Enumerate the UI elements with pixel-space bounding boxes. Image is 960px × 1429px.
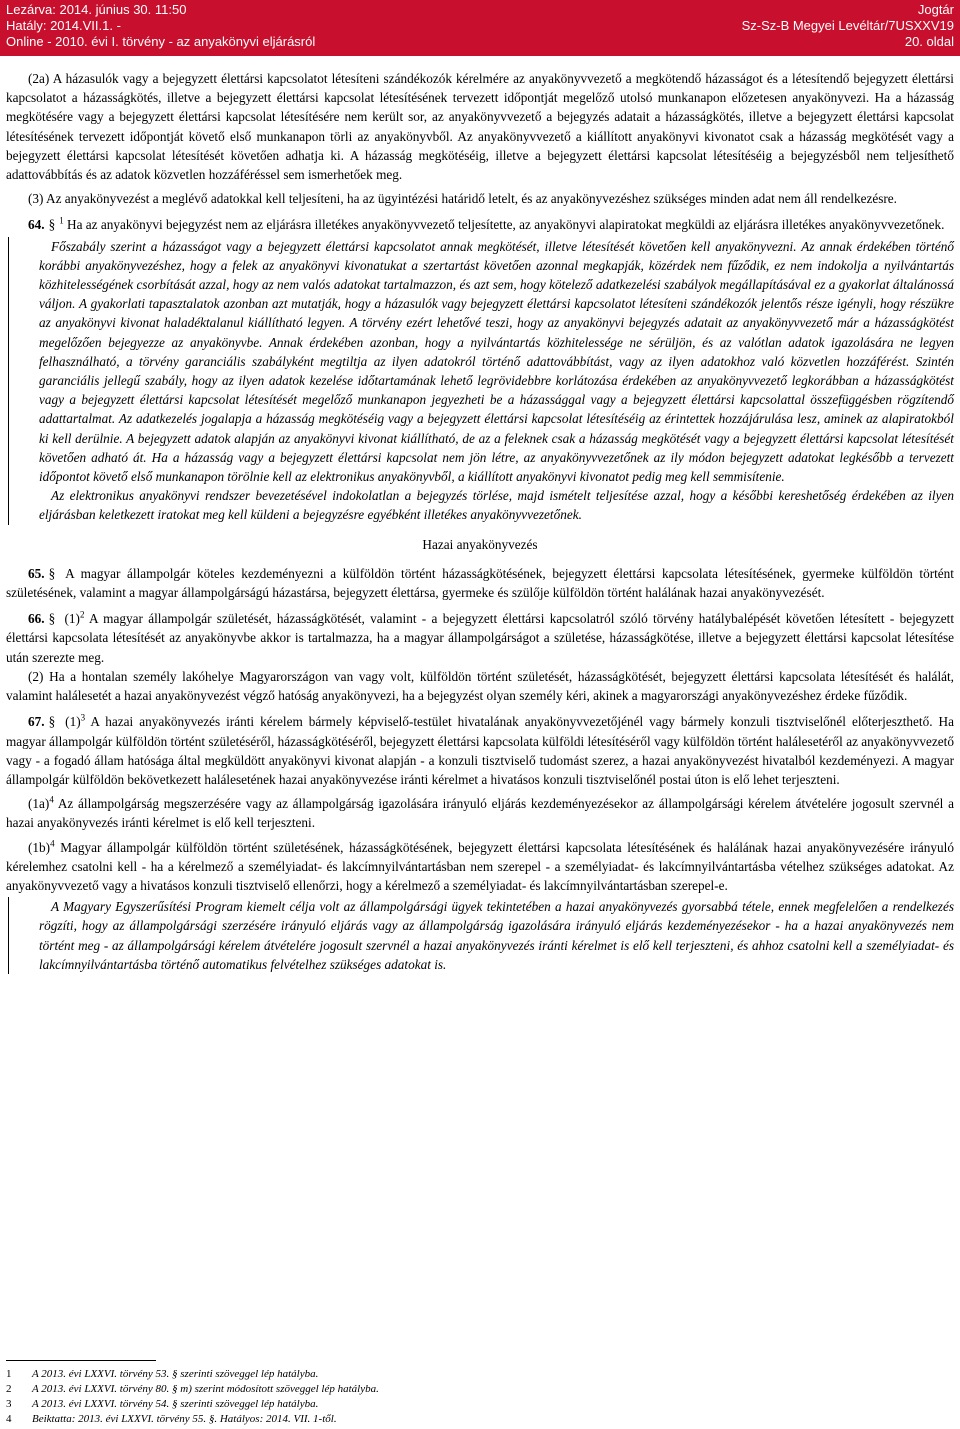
section-text: A magyar állampolgár köteles kezdeményezni a külföldön történt házasságkötésének, bejegyzett élettársi kapcsolata létesítésének, gyermeke külföldön történt születésének, valamint a magyar állampolgárságú házastársa, bejegyzett élettársa, gyermeke és szülője külföldön történt halálának hazai anyakönyvezését. (6, 565, 954, 601)
footnote-number: 3 (6, 1398, 12, 1410)
paragraph-3: (3) Az anyakönyvezést a meglévő adatokkal kell teljesíteni, ha az ügyintézési határidő letelt, és az anyakönyvezéshez szükséges minden adat nem áll rendelkezésre. (28, 191, 897, 207)
justification-block (8, 897, 954, 974)
footnote-number: 2 (6, 1383, 12, 1395)
section-number: 65. (28, 565, 45, 581)
section-64 (6, 215, 954, 234)
section-66 (6, 609, 954, 667)
section-text: Ha az anyakönyvi bejegyzést nem az eljárásra illetékes anyakönyvvezető teljesítette, az anyakönyvi alapiratokat megküldi az eljárásra illetékes anyakönyvvezetőnek. (63, 217, 945, 233)
footnote-number: 4 (6, 1413, 12, 1425)
section-67 (6, 712, 954, 789)
footnote-ref[interactable]: 2 (79, 609, 85, 620)
justification-paragraph: Az elektronikus anyakönyvi rendszer bevezetésével indokolatlan a bejegyzés törlése, majd ismételt teljesítése azzal, hogy a későbbi kereshetőség érdekében az ilyen eljárásban keletkezett iratokat meg kell küldeni a bejegyzésre egyébként illetékes anyakönyvvezetőnek. (39, 488, 954, 523)
paragraph-text: Az állampolgárság megszerzésére vagy az állampolgárság igazolására irányuló eljárás kezdeményezésekor az állampolgársági kérelem átvételére jogosult szervnél a hazai anyakönyvezés iránti kérelmet is elő kell terjeszteni. (6, 796, 954, 831)
section-heading: Hazai anyakönyvezés (422, 536, 538, 552)
subsection-number: (1b) (28, 839, 51, 855)
section-sign: § (48, 714, 56, 730)
justification-paragraph: Főszabály szerint a házasságot vagy a bejegyzett élettársi kapcsolatot annak megkötését, illetve létesítését követően kell anyakönyvezni. Az annak érdekében történő korábbi anyakönyvezéshez, hogy a felek az anyakönyvi kivonatukat a szertartást követően azonnal megkapják, közérdek nem fűződik, ez nem indokolja a nyilvántartás közhitelességének csorbítását azzal, hogy az nem valós adatokat tartalmazzon, és azt sem, hogy kötelező adatkezelési szabályok megállapításával ez a gyakorlat általánossá váljon. A gyakorlati tapasztalatok azonban azt mutatják, hogy a házasulók vagy bejegyzett élettársi kapcsolatot létesíteni szándékozók jelentős része igényli, hogy részükre az anyakönyvi kivonat haladéktalanul kiállítható legyen. A törvény ezért lehetővé teszi, hogy az anyakönyvi bejegyzés adatait az anyakönyvvezető már a házasságkötést megelőzően bejegyezze az anyakönyvbe. Annak érdekében azonban, hogy a nyilvántartás közhitelessége ne sérüljön, és az valótlan adatok igazolására ne legyen felhasználható, a törvény garanciális szabályként megtiltja az ilyen adatokról történő adattovábbítást, vagy az ilyen adatokhoz való közvetlen hozzáférést. Szintén garanciális jellegű szabály, hogy az ilyen adatok kezelése időtartamának lehető legrövidebbre korlátozása érdekében az anyakönyvvezető legkorábban a házasságkötést vagy a bejegyzett élettársi kapcsolat létesítését megelőző munkanapon jegyezheti be a házassággal vagy a bejegyzett élettársi kapcsolattal összefüggésben rögzítendő adattartalmat. Az adatkezelés jogalapja a házasság megkötéséig vagy a bejegyzett élettársi kapcsolat létesítéséig az érintettek hozzájárulása lesz, aminek az alapiratokból ki kell derülnie. A bejegyzett adatok alapján az anyakönyvi kivonat kiállítható, de az a feleknek csak a házasság megkötését vagy a bejegyzett élettársi kapcsolat létesítését követően adható át. Ha a házasság vagy a bejegyzett élettársi kapcsolat nem jön létre, az anyakönyvvezetőnek az ily módon bejegyzett adatokat legkésőbb a tervezett időpontot követő első munkanapon törölnie kell az elektronikus anyakönyvből, a kiállított anyakönyvi kivonatot pedig meg kell semmisítenie. (39, 238, 954, 485)
footnote-ref[interactable]: 4 (49, 794, 54, 805)
paragraph-1a (6, 794, 954, 832)
footnotes (6, 1367, 954, 1427)
section-number: 67. (28, 714, 45, 730)
footnote-separator (6, 1360, 156, 1361)
header-source: Jogtár (917, 2, 954, 17)
footnote-number: 1 (6, 1368, 12, 1380)
header-right (742, 2, 954, 50)
section-text: A magyar állampolgár születését, házasságkötését, valamint - a bejegyzett élettársi kapcsolatról szóló törvény hatálybalépését követően létesített - bejegyzett élettársi kapcsolata létesítését az anyakönyvbe akkor is tartalmazza, ha a magyar állampolgárságot a születése, házasságkötése, illetve a bejegyzett élettársi kapcsolat létesítése után szerezte meg. (6, 611, 955, 665)
subsection-number: (1) (59, 714, 81, 730)
section-sign: § (48, 565, 56, 581)
footnote (6, 1412, 954, 1427)
section-65 (6, 564, 954, 602)
header-page-number: 20. oldal (904, 34, 954, 49)
document-body (6, 69, 954, 974)
footnote-ref[interactable]: 4 (50, 838, 55, 849)
section-text: A hazai anyakönyvezés iránti kérelem bármely képviselő-testület hivatalának anyakönyvvezetőjénél vagy bármely konzuli tisztviselőnél előterjeszthető. Ha magyar állampolgár külföldön történt születéséről, házasságkötéséről, bejegyzett élettársi kapcsolata külföldi létesítéséről vagy külföldön történt halálesetéről az anyakönyvvezető vagy - a fogadó állam hatósága által megküldött anyakönyvi kivonat alapján - a konzuli tisztviselő tudomást szerez, a hazai anyakönyvezést hivatalból kezdeményezi. A magyar állampolgár külföldön bekövetkezett halálesetének hazai anyakönyvezése iránti kérelmet a hivatásos konzuli tisztviselőnél postai úton is elő lehet terjeszteni. (6, 714, 954, 787)
paragraph-66-2: (2) Ha a hontalan személy lakóhelye Magyarországon van vagy volt, külföldön történt születését, házasságkötését, bejegyzett élettársi kapcsolata létesítését és halálát, valamint halálesetét a hazai anyakönyvezést végző hatóság anyakönyvezi, ha a bejegyzést olyan személy kéri, akinek a magyarországi anyakönyvezéshez érdeke fűződik. (6, 668, 954, 704)
header-document-title: Online - 2010. évi I. törvény - az anyakönyvi eljárásról (6, 34, 316, 49)
footnote (6, 1397, 954, 1412)
section-number: 64. (28, 217, 45, 233)
footnote-ref[interactable]: 1 (59, 216, 64, 227)
footnote (6, 1382, 954, 1397)
section-number: 66. (28, 611, 45, 627)
section-sign: § (48, 217, 56, 233)
footnote-text: Beiktatta: 2013. évi LXXVI. törvény 55. §. Hatályos: 2014. VII. 1-től. (32, 1413, 337, 1425)
header-left (6, 2, 315, 50)
footnote-text: A 2013. évi LXXVI. törvény 54. § szerinti szöveggel lép hatályba. (32, 1398, 319, 1410)
subsection-number: (1) (59, 611, 80, 627)
footnote-ref[interactable]: 3 (80, 712, 86, 723)
paragraph-text: Magyar állampolgár külföldön történt születésének, házasságkötésének, bejegyzett élettársi kapcsolata létesítésének és halálának hazai anyakönyvezésére irányuló kérelemhez csatolni kell - ha a kérelmező a személyiadat- és lakcímnyilvántartásban nem szerepel - a személyiadat- és lakcímnyilvántartásba vételhez szükséges adatokat. Az anyakönyvvezető vagy a hivatásos konzuli tisztviselő ellenőrzi, hogy a kérelmező a személyiadat- és lakcímnyilvántartásban szerepel-e. (6, 839, 954, 893)
paragraph-2a: (2a) A házasulók vagy a bejegyzett élettársi kapcsolatot létesíteni szándékozók kérelmére az anyakönyvvezető a megkötendő házasságot és a létesítendő bejegyzett élettársi kapcsolatot a házasságkötés, illetve a bejegyzett élettársi kapcsolat létesítésének tervezett időpontját megelőző utolsó munkanapon előzetesen anyakönyvezi. Ha a házasság megkötésére vagy a bejegyzett élettársi kapcsolat létesítésére nem került sor, az anyakönyvvezető a bejegyzés adatait a házasságkötés, illetve a bejegyzett élettársi kapcsolat létesítésének tervezett időpontját követő első munkanapon törli az anyakönyvből. Az anyakönyvvezető a kiállított anyakönyvi kivonatot csak a házasság megkötését vagy a bejegyzett élettársi kapcsolat létesítését követően adhatja ki. A házasság megkötéséig, illetve a bejegyzett élettársi kapcsolat létesítéséig a bejegyzésből nem teljesíthető adattovábbítás és az adatok közvetlen hozzáféréssel sem ismerhetőek meg. (6, 71, 954, 183)
footnote (6, 1367, 954, 1382)
section-sign: § (48, 611, 56, 627)
paragraph-1b (6, 838, 954, 896)
justification-paragraph: A Magyary Egyszerűsítési Program kiemelt célja volt az állampolgársági ügyek tekintetében a hazai anyakönyvezés gyorsabbá tétele, ennek megfelelően a rendelkezés rögzíti, hogy az állampolgársági szerzésére irányuló eljárás vagy az állampolgárság igazolására irányuló eljárás kezdeményezésekor - ha a hazai anyakönyvezés nem történt meg - az állampolgársági kérelem átvételére jogosult szervnél a hazai anyakönyvezés iránti kérelmet is elő kell terjeszteni, és ahhoz csatolni kell a személyiadat- és lakcímnyilvántartásba történő automatikus felvételhez szükséges adatokat is. (39, 899, 954, 972)
subsection-number: (1a) (28, 796, 50, 812)
justification-block (8, 237, 954, 525)
footnote-text: A 2013. évi LXXVI. törvény 53. § szerinti szöveggel lép hatályba. (32, 1368, 319, 1380)
page-header (0, 0, 960, 56)
footnote-text: A 2013. évi LXXVI. törvény 80. § m) szerint módosított szöveggel lép hatályba. (32, 1383, 379, 1395)
header-archive-id: Sz-Sz-B Megyei Levéltár/7USXXV19 (741, 18, 954, 33)
header-effective-date: Hatály: 2014.VII.1. - (6, 18, 121, 33)
header-locked-date: Lezárva: 2014. június 30. 11:50 (6, 2, 187, 17)
